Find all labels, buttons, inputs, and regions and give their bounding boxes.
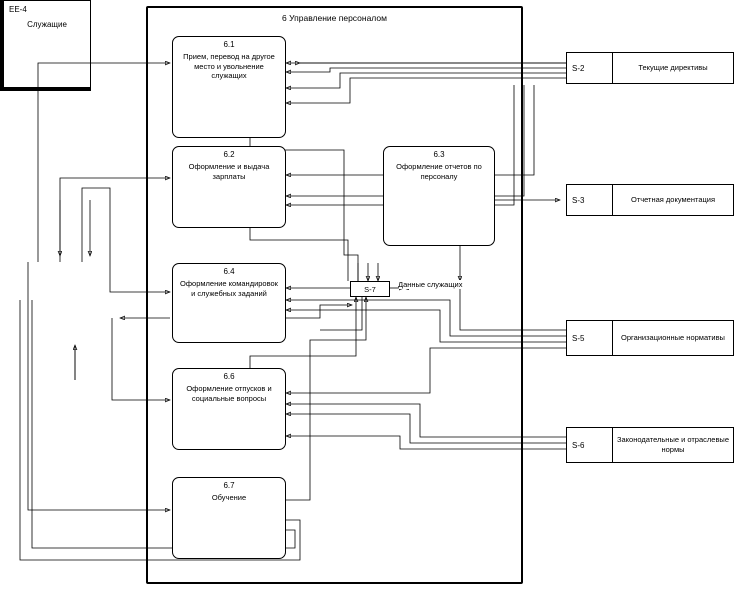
- process-6-2[interactable]: [172, 146, 286, 228]
- store-s2-id: S-2: [567, 53, 613, 83]
- store-s5-id: S-5: [567, 321, 613, 355]
- process-6-3-id: 6.3: [433, 150, 445, 159]
- datastore-s7-label: Данные служащих: [398, 280, 463, 289]
- datastore-s7[interactable]: [350, 281, 390, 297]
- store-s6-id: S-6: [567, 428, 613, 462]
- store-s5[interactable]: [566, 320, 734, 356]
- external-entity-ee4-label: Служащие: [27, 20, 67, 29]
- process-6-6[interactable]: [172, 368, 286, 450]
- process-6-2-label: Оформление и выдача зарплаты: [188, 162, 270, 181]
- store-s3[interactable]: [566, 184, 734, 216]
- store-s3-label: Отчетная документация: [630, 195, 716, 204]
- process-6-4-id: 6.4: [223, 267, 235, 276]
- store-s3-id: S-3: [567, 185, 613, 215]
- container-title: 6 Управление персоналом: [282, 13, 387, 23]
- process-6-3[interactable]: [383, 146, 495, 246]
- store-s5-label: Организационные нормативы: [621, 333, 725, 342]
- external-entity-ee4-id: EE-4: [9, 5, 27, 14]
- datastore-s7-id: S-7: [364, 284, 376, 294]
- process-6-7[interactable]: [172, 477, 286, 559]
- process-6-2-id: 6.2: [223, 150, 235, 159]
- process-6-1[interactable]: [172, 36, 286, 138]
- process-6-1-label: Прием, перевод на другое место и увольнение служащих: [183, 52, 275, 80]
- process-6-6-id: 6.6: [223, 372, 235, 381]
- process-6-3-label: Оформление отчетов по персоналу: [396, 162, 482, 181]
- store-s2-label: Текущие директивы: [638, 63, 708, 72]
- store-s2[interactable]: [566, 52, 734, 84]
- external-entity-ee4[interactable]: [0, 0, 91, 91]
- process-6-7-label: Обучение: [211, 493, 247, 502]
- process-6-1-id: 6.1: [223, 40, 235, 49]
- process-6-4-label: Оформление командировок и служебных заданий: [180, 279, 278, 298]
- store-s6-label: Законодательные и отраслевые нормы: [616, 435, 729, 454]
- process-6-4[interactable]: [172, 263, 286, 343]
- store-s6[interactable]: [566, 427, 734, 463]
- process-6-6-label: Оформление отпусков и социальные вопросы: [186, 384, 272, 403]
- process-6-7-id: 6.7: [223, 481, 235, 490]
